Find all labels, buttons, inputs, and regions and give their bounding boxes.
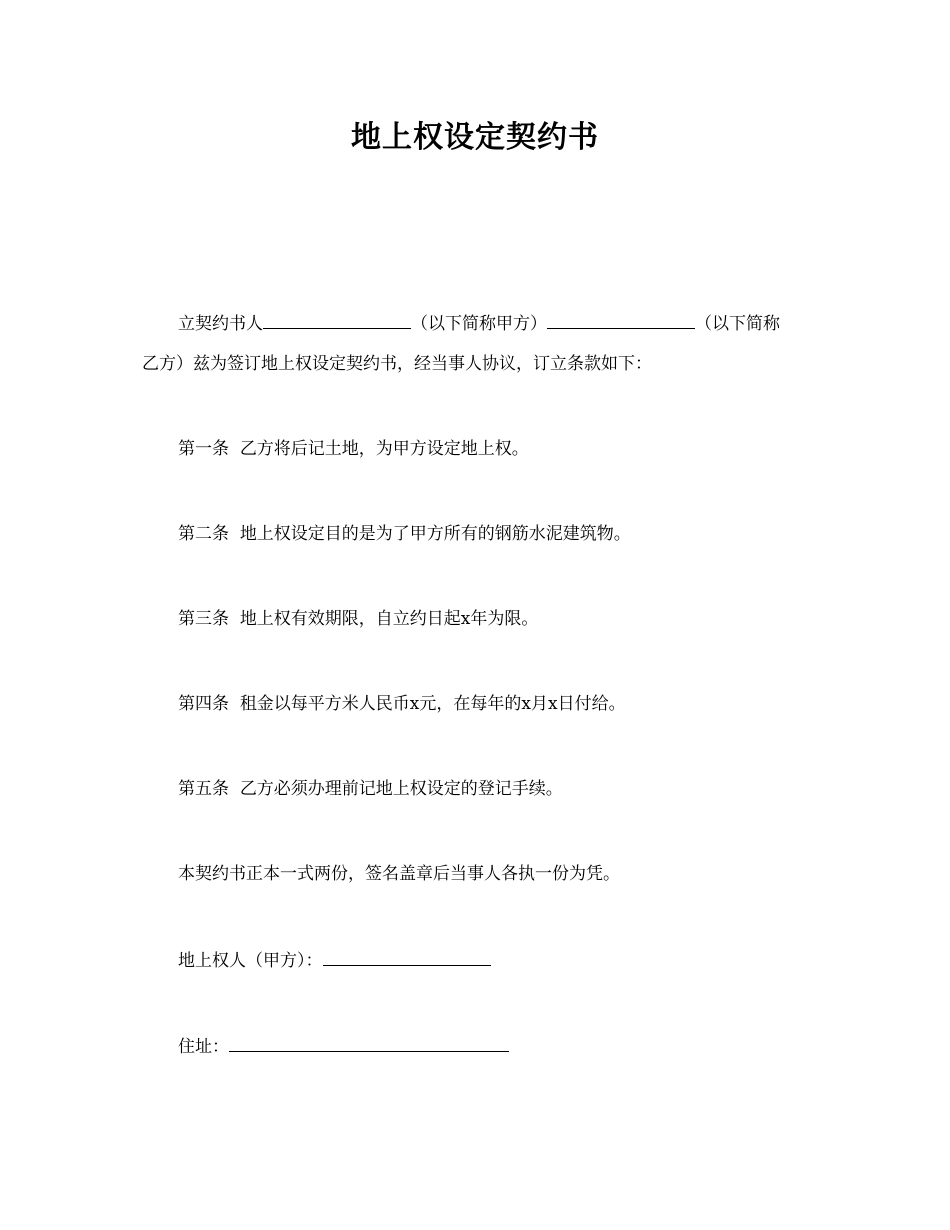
article-label: 第一条 <box>178 439 229 459</box>
intro-line-2: 乙方）兹为签订地上权设定契约书，经当事人协议，订立条款如下： <box>142 354 652 374</box>
article-4 <box>178 692 626 716</box>
address-label: 住址： <box>178 1037 229 1057</box>
intro-part-1: 立契约书人 <box>178 314 263 334</box>
article-text: 地上权有效期限，自立约日起x年为限。 <box>239 609 539 629</box>
article-3 <box>178 607 538 631</box>
party-a-blank <box>263 310 411 329</box>
owner-label: 地上权人（甲方）： <box>178 951 323 971</box>
address-field <box>178 1033 509 1059</box>
party-b-blank <box>547 310 695 329</box>
article-2 <box>178 522 631 546</box>
document-title: 地上权设定契约书 <box>351 120 599 155</box>
article-text: 租金以每平方米人民币x元，在每年的x月x日付给。 <box>239 694 626 714</box>
article-label: 第二条 <box>178 524 229 544</box>
article-label: 第三条 <box>178 609 229 629</box>
article-text: 乙方将后记土地，为甲方设定地上权。 <box>239 439 529 459</box>
article-text: 乙方必须办理前记地上权设定的登记手续。 <box>239 779 563 799</box>
article-1 <box>178 437 529 461</box>
article-5 <box>178 777 563 801</box>
intro-part-3: （以下简称 <box>695 314 780 334</box>
owner-field <box>178 947 491 973</box>
article-label: 第四条 <box>178 694 229 714</box>
article-label: 第五条 <box>178 779 229 799</box>
intro-part-2: （以下简称甲方） <box>411 314 547 334</box>
article-text: 地上权设定目的是为了甲方所有的钢筋水泥建筑物。 <box>239 524 631 544</box>
closing-clause: 本契约书正本一式两份，签名盖章后当事人各执一份为凭。 <box>178 864 620 884</box>
owner-blank <box>323 947 491 966</box>
intro-line-1 <box>178 310 780 336</box>
address-blank <box>229 1033 509 1052</box>
